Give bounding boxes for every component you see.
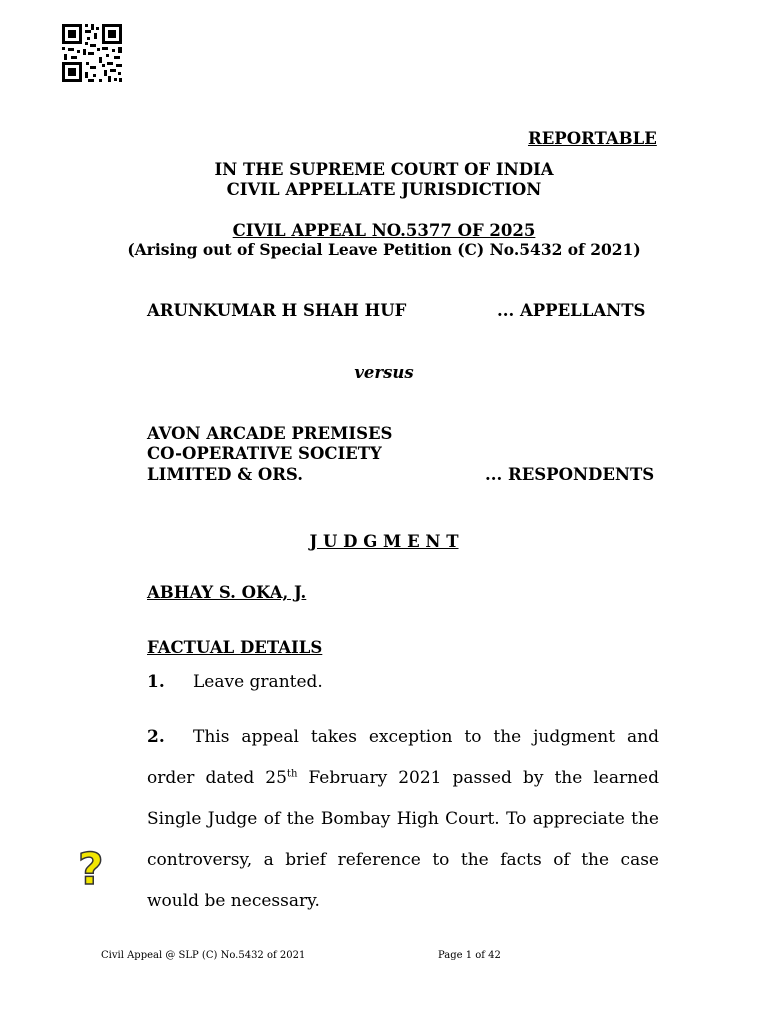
judge-name: ABHAY S. OKA, J. — [147, 583, 307, 602]
paragraph-1-number: 1. — [147, 672, 165, 692]
appellant-name: ARUNKUMAR H SHAH HUF — [147, 301, 407, 320]
paragraph-2-number: 2. — [147, 727, 165, 747]
paragraph-2-text-end: February 2021 passed by the learned Single Judge of the Bombay High Court. To appreciate the controversy, a brief reference to the facts of the case would be necessary. — [147, 768, 659, 911]
paragraph-2-text-start: This appeal takes exception to the judgment and order dated 25 — [147, 727, 659, 788]
footer-page-number: Page 1 of 42 — [438, 950, 501, 961]
appeal-number: CIVIL APPEAL NO.5377 OF 2025 — [232, 221, 536, 240]
qr-code-icon — [52, 18, 132, 90]
respondent-role: ... RESPONDENTS — [485, 465, 655, 484]
jurisdiction-title: CIVIL APPELLATE JURISDICTION — [226, 180, 542, 199]
respondent-line-1: AVON ARCADE PREMISES — [147, 424, 393, 443]
respondent-line-2: CO-OPERATIVE SOCIETY — [147, 444, 382, 463]
respondent-line-3: LIMITED & ORS. — [147, 465, 304, 484]
section-title: FACTUAL DETAILS — [147, 638, 323, 657]
paragraph-2 — [147, 717, 659, 922]
paragraph-1-text: Leave granted. — [193, 672, 323, 692]
appellant-role: ... APPELLANTS — [497, 301, 646, 320]
paragraph-1 — [147, 662, 659, 703]
footer-case-number: Civil Appeal @ SLP (C) No.5432 of 2021 — [101, 950, 306, 961]
arising-from: (Arising out of Special Leave Petition (C) No.5432 of 2021) — [127, 240, 641, 259]
question-mark-icon[interactable]: ? — [78, 844, 104, 895]
reportable-label: REPORTABLE — [528, 129, 657, 148]
versus-label: versus — [354, 363, 414, 382]
court-title: IN THE SUPREME COURT OF INDIA — [214, 160, 554, 179]
ordinal-suffix: th — [286, 768, 298, 780]
judgment-heading: J U D G M E N T — [309, 532, 459, 551]
